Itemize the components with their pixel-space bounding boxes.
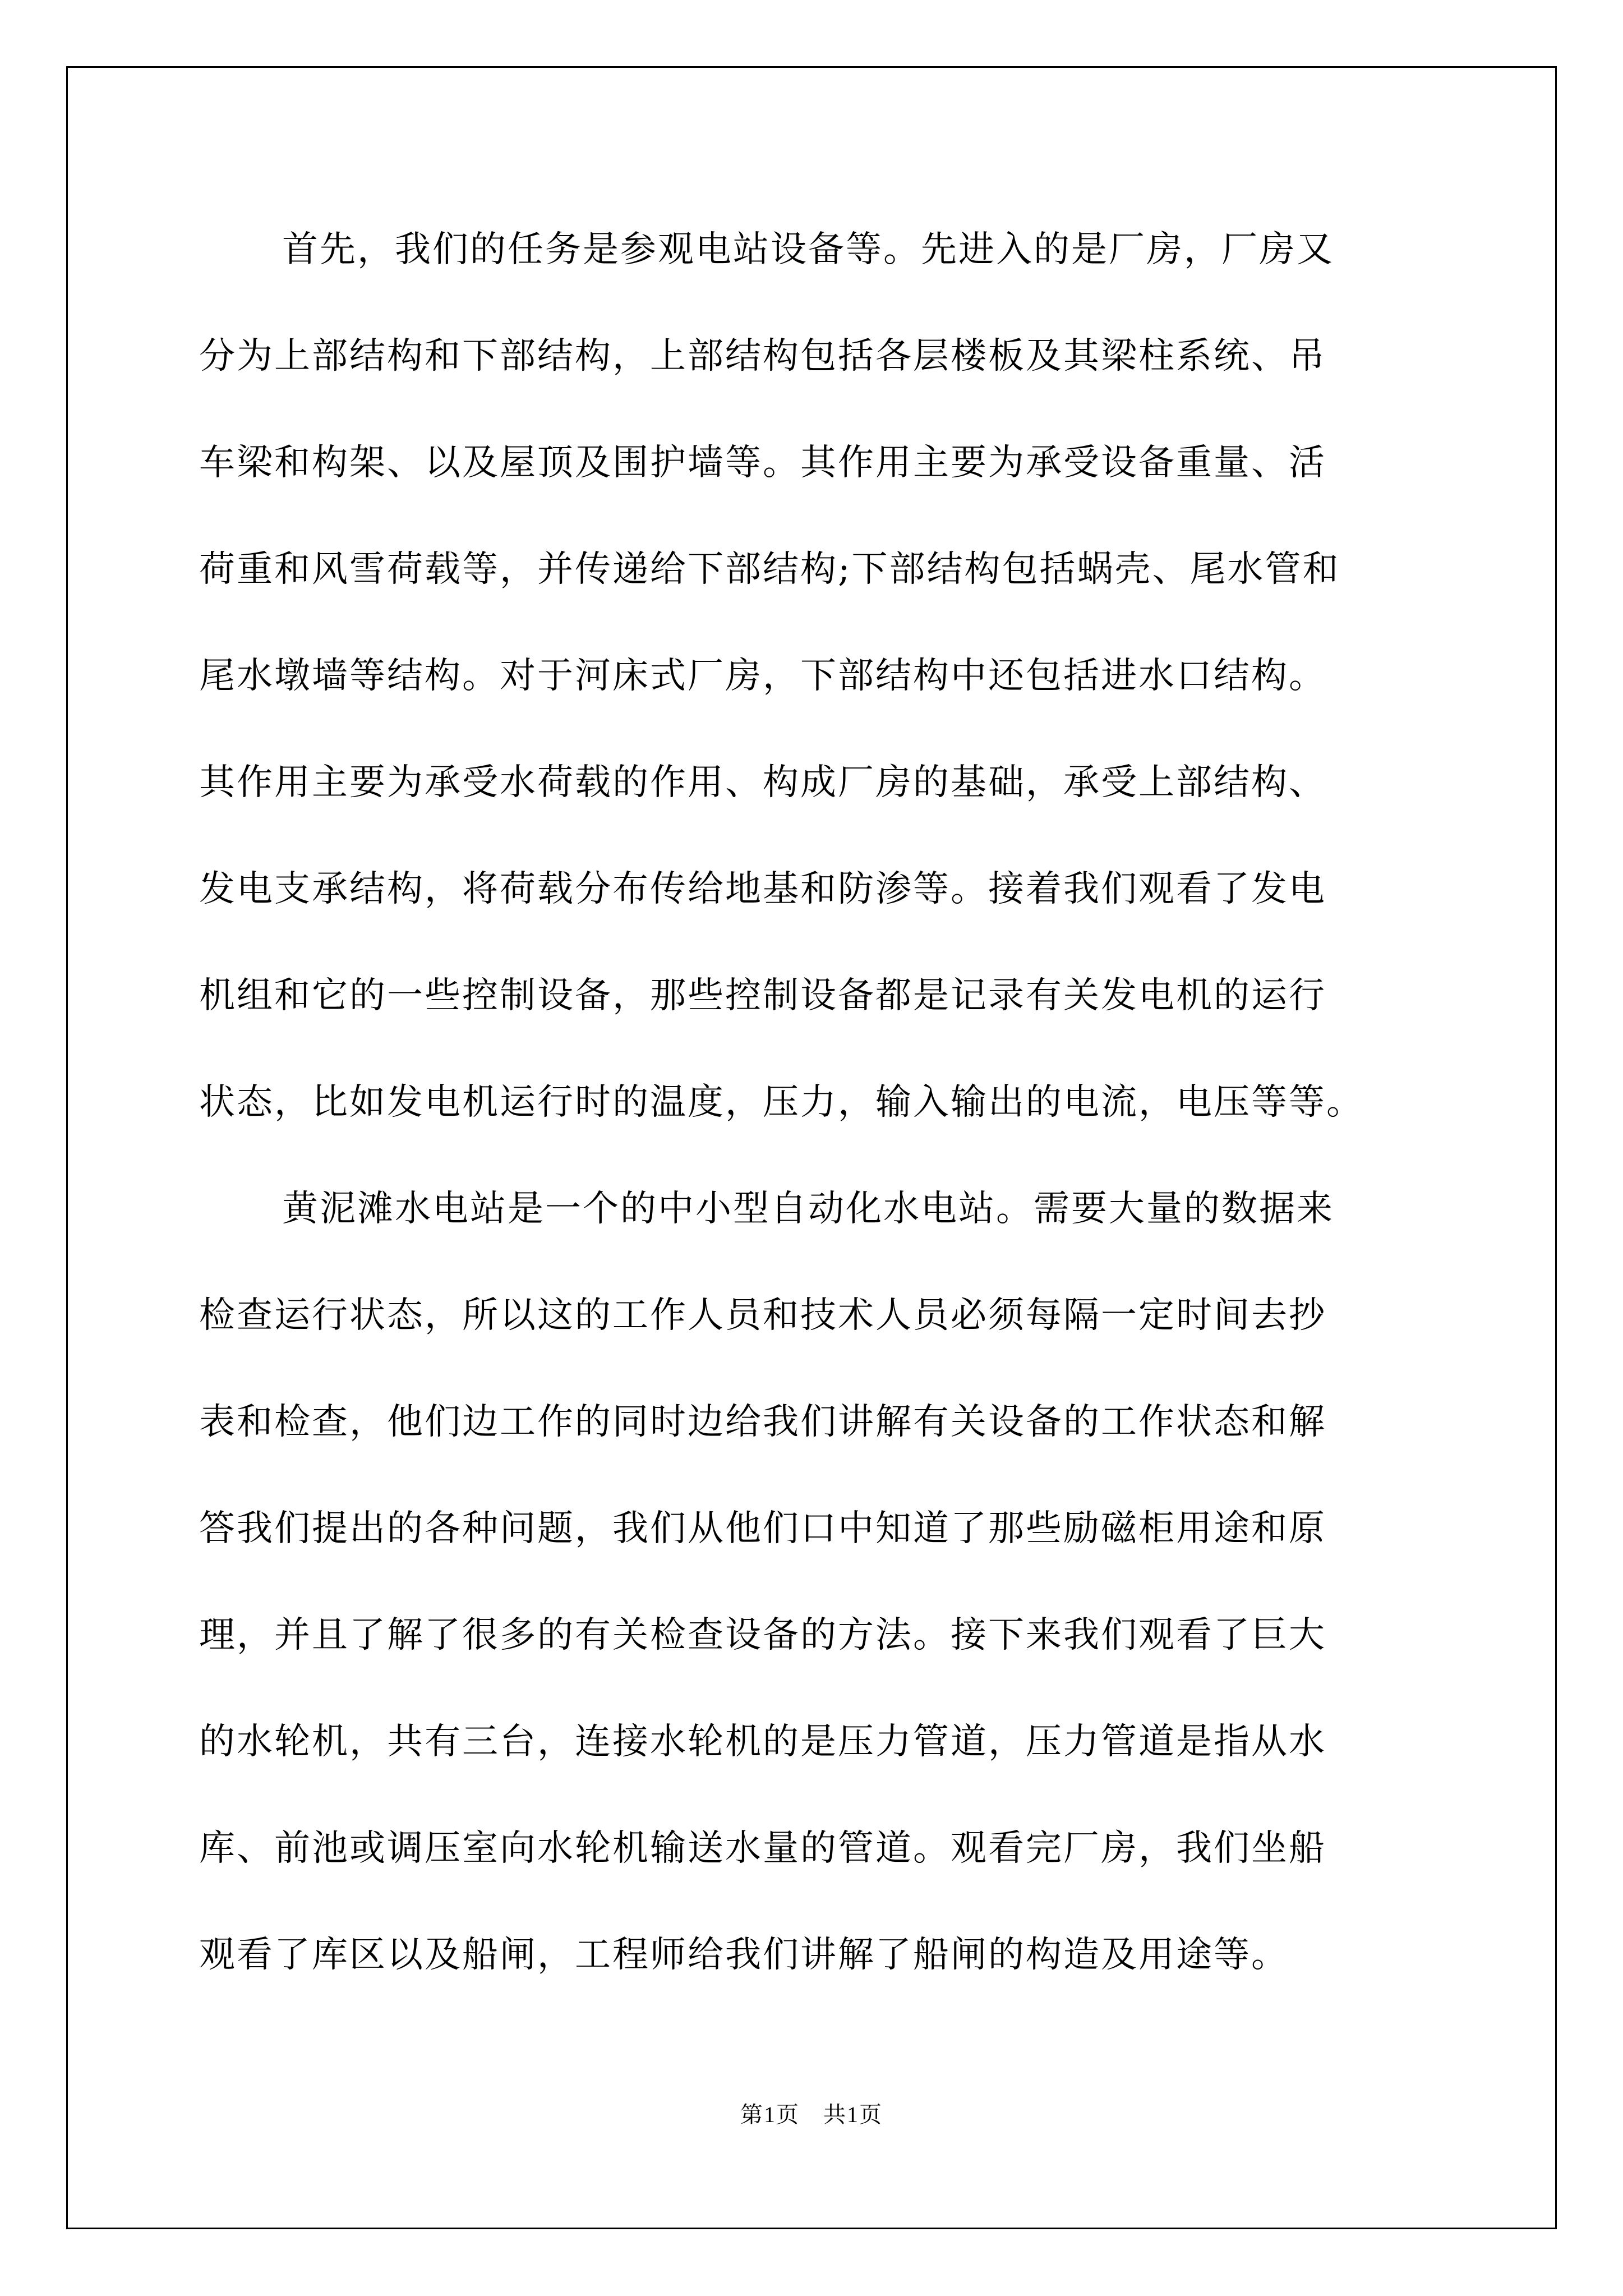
page-footer: 第1页 共1页 <box>740 2102 883 2127</box>
paragraph-2-line-5: 理，并且了解了很多的有关检查设备的方法。接下来我们观看了巨大 <box>199 1614 1326 1656</box>
paragraph-1-line-3: 车梁和构架、以及屋顶及围护墙等。其作用主要为承受设备重量、活 <box>199 442 1326 484</box>
paragraph-2-line-6: 的水轮机，共有三台，连接水轮机的是压力管道，压力管道是指从水 <box>199 1721 1326 1763</box>
paragraph-2-line-7: 库、前池或调压室向水轮机输送水量的管道。观看完厂房，我们坐船 <box>199 1828 1326 1869</box>
paragraph-1-line-1: 首先，我们的任务是参观电站设备等。先进入的是厂房，厂房又 <box>282 229 1334 270</box>
paragraph-2-line-3: 表和检查，他们边工作的同时边给我们讲解有关设备的工作状态和解 <box>199 1401 1326 1443</box>
paragraph-1-line-5: 尾水墩墙等结构。对于河床式厂房，下部结构中还包括进水口结构。 <box>199 655 1326 697</box>
paragraph-1-line-2: 分为上部结构和下部结构，上部结构包括各层楼板及其梁柱系统、吊 <box>199 335 1326 377</box>
paragraph-2-line-1: 黄泥滩水电站是一个的中小型自动化水电站。需要大量的数据来 <box>282 1188 1334 1230</box>
paragraph-1-line-6: 其作用主要为承受水荷载的作用、构成厂房的基础，承受上部结构、 <box>199 762 1326 803</box>
paragraph-1-line-4: 荷重和风雪荷载等，并传递给下部结构;下部结构包括蜗壳、尾水管和 <box>199 549 1340 590</box>
paragraph-1-line-8: 机组和它的一些控制设备，那些控制设备都是记录有关发电机的运行 <box>199 975 1326 1016</box>
document-body <box>199 219 1461 2031</box>
paragraph-2-line-4: 答我们提出的各种问题，我们从他们口中知道了那些励磁柜用途和原 <box>199 1508 1326 1549</box>
paragraph-2-line-2: 检查运行状态，所以这的工作人员和技术人员必须每隔一定时间去抄 <box>199 1295 1326 1336</box>
paragraph-1-line-9: 状态，比如发电机运行时的温度，压力，输入输出的电流，电压等等。 <box>199 1082 1364 1123</box>
paragraph-2-line-8: 观看了库区以及船闸，工程师给我们讲解了船闸的构造及用途等。 <box>199 1934 1289 1976</box>
paragraph-1-line-7: 发电支承结构，将荷载分布传给地基和防渗等。接着我们观看了发电 <box>199 868 1326 910</box>
